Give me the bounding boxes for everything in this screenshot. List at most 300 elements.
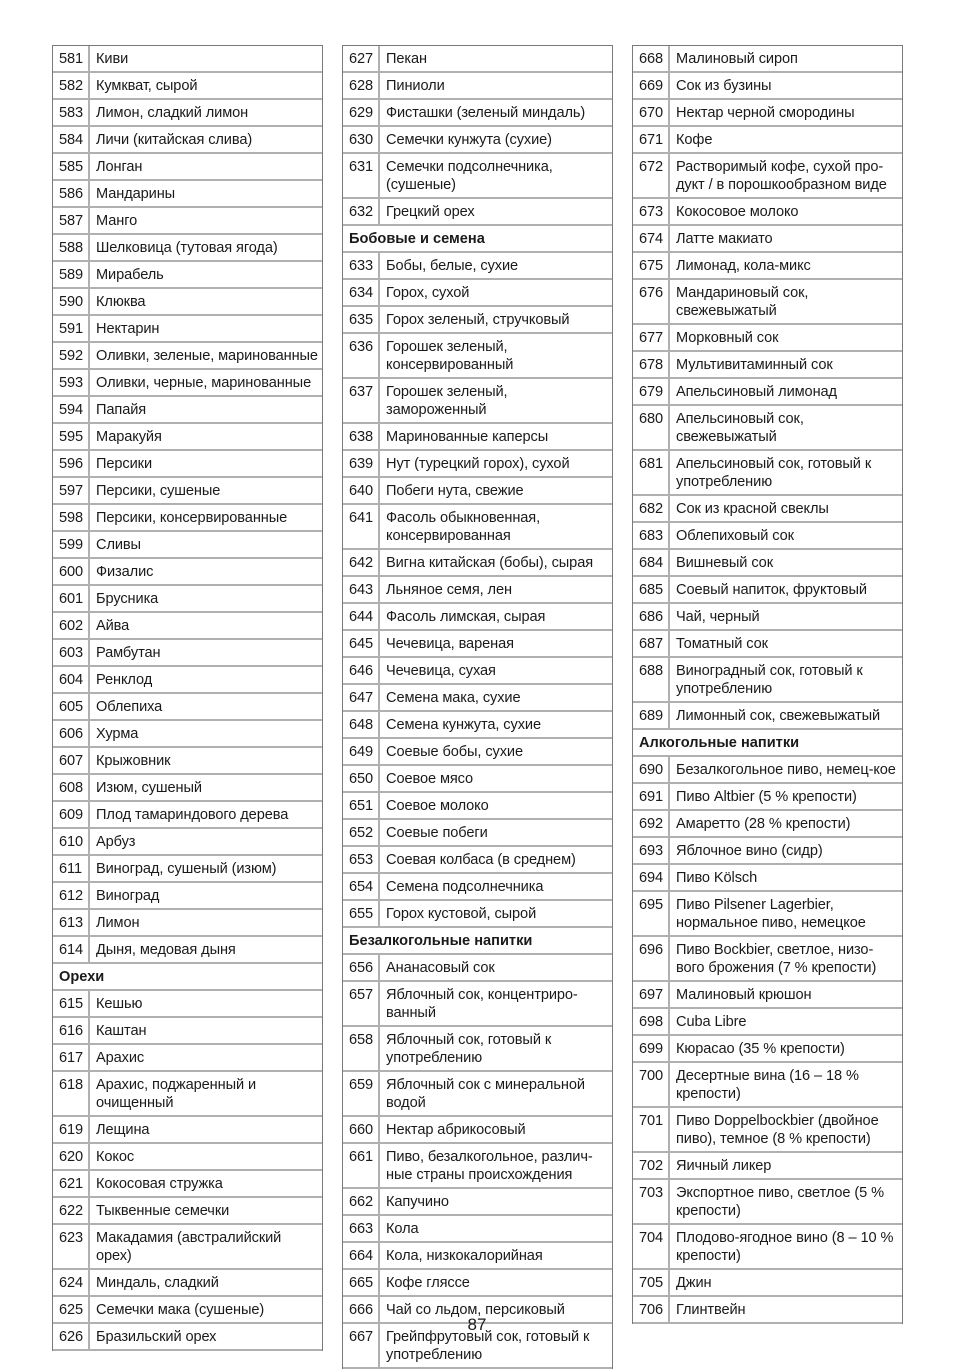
item-number: 650 xyxy=(343,766,380,791)
item-number: 679 xyxy=(633,379,670,404)
table-row xyxy=(343,1027,612,1072)
item-name: Пиво, безалкогольное, различ-ные страны происхождения xyxy=(386,1149,593,1183)
table-row xyxy=(633,253,902,280)
item-number: 689 xyxy=(633,703,670,728)
table-row xyxy=(633,73,902,100)
table-row xyxy=(53,1198,322,1225)
item-name: Горох зеленый, стручковый xyxy=(386,312,570,328)
item-number: 625 xyxy=(53,1297,90,1322)
item-number: 652 xyxy=(343,820,380,845)
item-name: Дыня, медовая дыня xyxy=(96,942,236,958)
table-row xyxy=(633,550,902,577)
item-number: 676 xyxy=(633,280,670,323)
item-name: Грейпфрутовый сок, готовый к употреблению xyxy=(386,1329,590,1363)
item-name: Соевое мясо xyxy=(386,771,474,787)
table-row xyxy=(53,1144,322,1171)
item-name: Облепиха xyxy=(96,699,163,715)
table-row xyxy=(633,703,902,730)
table-row xyxy=(633,757,902,784)
item-number: 618 xyxy=(53,1072,90,1115)
item-name: Побеги нута, свежие xyxy=(386,483,524,499)
table-row xyxy=(53,1072,322,1117)
table-row xyxy=(633,523,902,550)
item-name: Горох кустовой, сырой xyxy=(386,906,537,922)
section-heading: Бобовые и семена xyxy=(343,226,612,253)
item-number: 608 xyxy=(53,775,90,800)
table-row xyxy=(343,658,612,685)
table-row xyxy=(343,46,612,73)
table-row xyxy=(53,559,322,586)
item-name: Папайя xyxy=(96,402,147,418)
item-name: Амаретто (28 % крепости) xyxy=(676,816,851,832)
item-number: 664 xyxy=(343,1243,380,1268)
item-number: 703 xyxy=(633,1180,670,1223)
table-row xyxy=(343,505,612,550)
table-row xyxy=(633,496,902,523)
table-row xyxy=(53,1018,322,1045)
item-name: Семена мака, сухие xyxy=(386,690,521,706)
item-number: 639 xyxy=(343,451,380,476)
item-name: Мандарины xyxy=(96,186,176,202)
item-name: Кофе гляссе xyxy=(386,1275,470,1291)
item-name: Грецкий орех xyxy=(386,204,475,220)
item-number: 656 xyxy=(343,955,380,980)
item-number: 584 xyxy=(53,127,90,152)
table-row xyxy=(343,1072,612,1117)
table-row xyxy=(53,667,322,694)
item-number: 586 xyxy=(53,181,90,206)
item-name: Нектарин xyxy=(96,321,160,337)
item-number: 690 xyxy=(633,757,670,782)
item-number: 702 xyxy=(633,1153,670,1178)
item-number: 677 xyxy=(633,325,670,350)
item-number: 613 xyxy=(53,910,90,935)
item-number: 621 xyxy=(53,1171,90,1196)
item-name: Нектар черной смородины xyxy=(676,105,855,121)
item-number: 641 xyxy=(343,505,380,548)
item-name: Чай со льдом, персиковый xyxy=(386,1302,565,1318)
item-number: 659 xyxy=(343,1072,380,1115)
table-row xyxy=(53,829,322,856)
item-name: Крыжовник xyxy=(96,753,171,769)
table-row xyxy=(53,721,322,748)
item-number: 623 xyxy=(53,1225,90,1268)
item-name: Льняное семя, лен xyxy=(386,582,512,598)
table-row xyxy=(633,1225,902,1270)
table-row xyxy=(633,199,902,226)
table-row xyxy=(343,127,612,154)
item-name: Фисташки (зеленый миндаль) xyxy=(386,105,586,121)
item-name: Семена подсолнечника xyxy=(386,879,544,895)
item-number: 645 xyxy=(343,631,380,656)
table-row xyxy=(343,379,612,424)
item-number: 590 xyxy=(53,289,90,314)
item-name: Нут (турецкий горох), сухой xyxy=(386,456,570,472)
item-name: Пиво Doppelbockbier (двойное пиво), темное (8 % крепости) xyxy=(676,1113,879,1147)
item-number: 666 xyxy=(343,1297,380,1322)
item-name: Фасоль обыкновенная, консервированная xyxy=(386,510,541,544)
item-name: Горошек зеленый, замороженный xyxy=(386,384,508,418)
item-name: Оливки, зеленые, маринованные xyxy=(96,348,318,364)
table-row xyxy=(53,937,322,964)
table-row xyxy=(343,712,612,739)
table-row xyxy=(633,406,902,451)
item-number: 657 xyxy=(343,982,380,1025)
table-row xyxy=(633,658,902,703)
item-name: Cuba Libre xyxy=(676,1014,747,1030)
table-row xyxy=(343,307,612,334)
item-name: Бобы, белые, сухие xyxy=(386,258,519,274)
item-number: 665 xyxy=(343,1270,380,1295)
table-row xyxy=(633,325,902,352)
item-name: Соевое молоко xyxy=(386,798,489,814)
item-number: 683 xyxy=(633,523,670,548)
item-number: 638 xyxy=(343,424,380,449)
item-name: Плодово-ягодное вино (8 – 10 % крепости) xyxy=(676,1230,894,1264)
table-row xyxy=(343,847,612,874)
table-row xyxy=(53,802,322,829)
item-name: Яичный ликер xyxy=(676,1158,772,1174)
item-name: Малиновый сироп xyxy=(676,51,798,67)
item-number: 630 xyxy=(343,127,380,152)
item-name: Пиниоли xyxy=(386,78,445,94)
item-name: Макадамия (австралийский орех) xyxy=(96,1230,282,1264)
item-number: 698 xyxy=(633,1009,670,1034)
table-row xyxy=(53,289,322,316)
item-number: 617 xyxy=(53,1045,90,1070)
item-number: 682 xyxy=(633,496,670,521)
item-number: 628 xyxy=(343,73,380,98)
item-name: Лимон xyxy=(96,915,140,931)
table-row xyxy=(53,856,322,883)
table-row xyxy=(343,685,612,712)
item-name: Чечевица, вареная xyxy=(386,636,514,652)
table-row xyxy=(53,208,322,235)
table-row xyxy=(343,1270,612,1297)
item-number: 662 xyxy=(343,1189,380,1214)
item-name: Морковный сок xyxy=(676,330,779,346)
item-number: 637 xyxy=(343,379,380,422)
item-name: Нектар абрикосовый xyxy=(386,1122,526,1138)
item-name: Кофе xyxy=(676,132,713,148)
table-row xyxy=(53,343,322,370)
item-name: Виноградный сок, готовый к употреблению xyxy=(676,663,863,697)
table-row xyxy=(53,1270,322,1297)
table-row xyxy=(53,478,322,505)
table-row xyxy=(343,424,612,451)
table-row xyxy=(343,766,612,793)
item-number: 675 xyxy=(633,253,670,278)
item-name: Пиво Pilsener Lagerbier, нормальное пиво, немецкое xyxy=(676,897,866,931)
table-column-1 xyxy=(52,45,323,1351)
table-row xyxy=(53,181,322,208)
item-number: 681 xyxy=(633,451,670,494)
table-row xyxy=(343,253,612,280)
table-row xyxy=(633,280,902,325)
item-name: Яблочный сок, готовый к употреблению xyxy=(386,1032,552,1066)
item-name: Кола, низкокалорийная xyxy=(386,1248,543,1264)
table-row xyxy=(343,154,612,199)
table-row xyxy=(633,865,902,892)
table-row xyxy=(633,46,902,73)
table-row xyxy=(53,586,322,613)
item-number: 602 xyxy=(53,613,90,638)
item-number: 701 xyxy=(633,1108,670,1151)
table-row xyxy=(633,154,902,199)
item-name: Арбуз xyxy=(96,834,136,850)
table-row xyxy=(53,640,322,667)
table-row xyxy=(633,577,902,604)
item-name: Брусника xyxy=(96,591,159,607)
item-number: 616 xyxy=(53,1018,90,1043)
table-row xyxy=(343,793,612,820)
table-row xyxy=(53,316,322,343)
table-row xyxy=(633,1180,902,1225)
table-row xyxy=(343,1117,612,1144)
table-row xyxy=(53,1171,322,1198)
table-row xyxy=(53,883,322,910)
item-number: 622 xyxy=(53,1198,90,1223)
table-column-2 xyxy=(342,45,613,1369)
item-number: 668 xyxy=(633,46,670,71)
item-number: 673 xyxy=(633,199,670,224)
table-row xyxy=(633,604,902,631)
item-number: 648 xyxy=(343,712,380,737)
item-number: 588 xyxy=(53,235,90,260)
table-row xyxy=(343,874,612,901)
item-name: Лимон, сладкий лимон xyxy=(96,105,249,121)
item-name: Плод тамариндового дерева xyxy=(96,807,289,823)
item-name: Кола xyxy=(386,1221,419,1237)
item-number: 597 xyxy=(53,478,90,503)
item-number: 670 xyxy=(633,100,670,125)
item-number: 688 xyxy=(633,658,670,701)
item-name: Соевый напиток, фруктовый xyxy=(676,582,867,598)
item-number: 591 xyxy=(53,316,90,341)
item-name: Кюрасао (35 % крепости) xyxy=(676,1041,845,1057)
table-row xyxy=(343,820,612,847)
item-name: Мультивитаминный сок xyxy=(676,357,833,373)
item-name: Оливки, черные, маринованные xyxy=(96,375,312,391)
item-number: 595 xyxy=(53,424,90,449)
item-name: Арахис, поджаренный и очищенный xyxy=(96,1077,257,1111)
item-name: Тыквенные семечки xyxy=(96,1203,230,1219)
item-name: Персики, консервированные xyxy=(96,510,288,526)
item-number: 705 xyxy=(633,1270,670,1295)
table-row xyxy=(343,100,612,127)
item-number: 582 xyxy=(53,73,90,98)
item-number: 663 xyxy=(343,1216,380,1241)
item-number: 629 xyxy=(343,100,380,125)
item-number: 611 xyxy=(53,856,90,881)
table-row xyxy=(343,982,612,1027)
table-row xyxy=(343,334,612,379)
item-name: Физалис xyxy=(96,564,154,580)
item-number: 706 xyxy=(633,1297,670,1322)
item-number: 680 xyxy=(633,406,670,449)
table-row xyxy=(633,937,902,982)
item-number: 646 xyxy=(343,658,380,683)
item-name: Десертные вина (16 – 18 % крепости) xyxy=(676,1068,859,1102)
item-name: Личи (китайская слива) xyxy=(96,132,253,148)
item-number: 691 xyxy=(633,784,670,809)
item-name: Апельсиновый сок, готовый к употреблению xyxy=(676,456,872,490)
item-name: Кумкват, сырой xyxy=(96,78,198,94)
item-number: 692 xyxy=(633,811,670,836)
table-row xyxy=(343,73,612,100)
item-number: 704 xyxy=(633,1225,670,1268)
item-name: Джин xyxy=(676,1275,712,1291)
item-number: 697 xyxy=(633,982,670,1007)
item-name: Шелковица (тутовая ягода) xyxy=(96,240,278,256)
item-number: 661 xyxy=(343,1144,380,1187)
table-row xyxy=(633,1009,902,1036)
table-row xyxy=(633,226,902,253)
item-number: 693 xyxy=(633,838,670,863)
item-number: 620 xyxy=(53,1144,90,1169)
item-name: Латте макиато xyxy=(676,231,773,247)
item-number: 589 xyxy=(53,262,90,287)
item-name: Апельсиновый лимонад xyxy=(676,384,837,400)
table-column-3 xyxy=(632,45,903,1324)
item-number: 619 xyxy=(53,1117,90,1142)
table-row xyxy=(53,1045,322,1072)
table-row xyxy=(53,748,322,775)
item-name: Яблочное вино (сидр) xyxy=(676,843,823,859)
item-number: 614 xyxy=(53,937,90,962)
table-row xyxy=(633,838,902,865)
page-number: 87 xyxy=(467,1315,487,1334)
item-name: Чай, черный xyxy=(676,609,760,625)
table-row xyxy=(343,1243,612,1270)
item-name: Соевые бобы, сухие xyxy=(386,744,523,760)
item-name: Киви xyxy=(96,51,129,67)
item-number: 669 xyxy=(633,73,670,98)
item-name: Яблочный сок, концентриро-ванный xyxy=(386,987,578,1021)
table-row xyxy=(53,1117,322,1144)
table-row xyxy=(633,100,902,127)
item-name: Маринованные каперсы xyxy=(386,429,549,445)
table-row xyxy=(343,955,612,982)
item-number: 610 xyxy=(53,829,90,854)
item-name: Кокос xyxy=(96,1149,135,1165)
item-name: Айва xyxy=(96,618,130,634)
table-row xyxy=(53,1225,322,1270)
item-number: 612 xyxy=(53,883,90,908)
table-row xyxy=(53,235,322,262)
item-number: 643 xyxy=(343,577,380,602)
item-name: Лещина xyxy=(96,1122,150,1138)
table-row xyxy=(53,910,322,937)
item-name: Пекан xyxy=(386,51,427,67)
item-name: Каштан xyxy=(96,1023,147,1039)
item-number: 644 xyxy=(343,604,380,629)
item-name: Яблочный сок с минеральной водой xyxy=(386,1077,585,1111)
item-number: 651 xyxy=(343,793,380,818)
table-row xyxy=(633,451,902,496)
table-row xyxy=(343,280,612,307)
item-number: 624 xyxy=(53,1270,90,1295)
item-name: Клюква xyxy=(96,294,146,310)
item-number: 636 xyxy=(343,334,380,377)
item-name: Томатный сок xyxy=(676,636,768,652)
table-row xyxy=(633,127,902,154)
item-number: 607 xyxy=(53,748,90,773)
item-name: Хурма xyxy=(96,726,139,742)
table-row xyxy=(633,631,902,658)
item-number: 583 xyxy=(53,100,90,125)
item-number: 598 xyxy=(53,505,90,530)
item-number: 695 xyxy=(633,892,670,935)
item-number: 601 xyxy=(53,586,90,611)
table-row xyxy=(633,379,902,406)
item-number: 687 xyxy=(633,631,670,656)
item-number: 647 xyxy=(343,685,380,710)
item-number: 640 xyxy=(343,478,380,503)
item-name: Рамбутан xyxy=(96,645,161,661)
table-row xyxy=(53,154,322,181)
item-name: Кешью xyxy=(96,996,143,1012)
item-name: Мирабель xyxy=(96,267,164,283)
item-name: Маракуйя xyxy=(96,429,162,445)
item-name: Апельсиновый сок, свежевыжатый xyxy=(676,411,804,445)
item-number: 603 xyxy=(53,640,90,665)
table-row xyxy=(53,532,322,559)
item-name: Растворимый кофе, сухой про-дукт / в порошкообразном виде xyxy=(676,159,887,193)
item-number: 615 xyxy=(53,991,90,1016)
item-name: Горошек зеленый, консервированный xyxy=(386,339,514,373)
item-name: Виноград xyxy=(96,888,160,904)
item-number: 609 xyxy=(53,802,90,827)
item-name: Семечки подсолнечника, (сушеные) xyxy=(386,159,553,193)
table-row xyxy=(633,1036,902,1063)
table-row xyxy=(343,739,612,766)
item-number: 592 xyxy=(53,343,90,368)
item-number: 672 xyxy=(633,154,670,197)
item-name: Соевая колбаса (в среднем) xyxy=(386,852,576,868)
section-heading: Орехи xyxy=(53,964,322,991)
item-number: 696 xyxy=(633,937,670,980)
item-number: 649 xyxy=(343,739,380,764)
item-name: Кокосовое молоко xyxy=(676,204,799,220)
section-heading: Алкогольные напитки xyxy=(633,730,902,757)
table-row xyxy=(633,892,902,937)
item-name: Лимонный сок, свежевыжатый xyxy=(676,708,881,724)
item-name: Безалкогольное пиво, немец-кое xyxy=(676,762,896,778)
item-number: 596 xyxy=(53,451,90,476)
item-name: Вишневый сок xyxy=(676,555,773,571)
item-name: Вигна китайская (бобы), сырая xyxy=(386,555,594,571)
table-row xyxy=(343,901,612,928)
item-name: Лонган xyxy=(96,159,143,175)
table-row xyxy=(633,811,902,838)
item-number: 684 xyxy=(633,550,670,575)
item-number: 634 xyxy=(343,280,380,305)
item-name: Облепиховый сок xyxy=(676,528,794,544)
item-name: Глинтвейн xyxy=(676,1302,746,1318)
table-row xyxy=(53,424,322,451)
item-name: Экспортное пиво, светлое (5 % крепости) xyxy=(676,1185,885,1219)
item-number: 686 xyxy=(633,604,670,629)
table-row xyxy=(343,451,612,478)
table-row xyxy=(53,100,322,127)
table-row xyxy=(53,451,322,478)
table-row xyxy=(53,397,322,424)
table-row xyxy=(633,352,902,379)
item-number: 604 xyxy=(53,667,90,692)
item-name: Соевые побеги xyxy=(386,825,488,841)
table-row xyxy=(633,1108,902,1153)
